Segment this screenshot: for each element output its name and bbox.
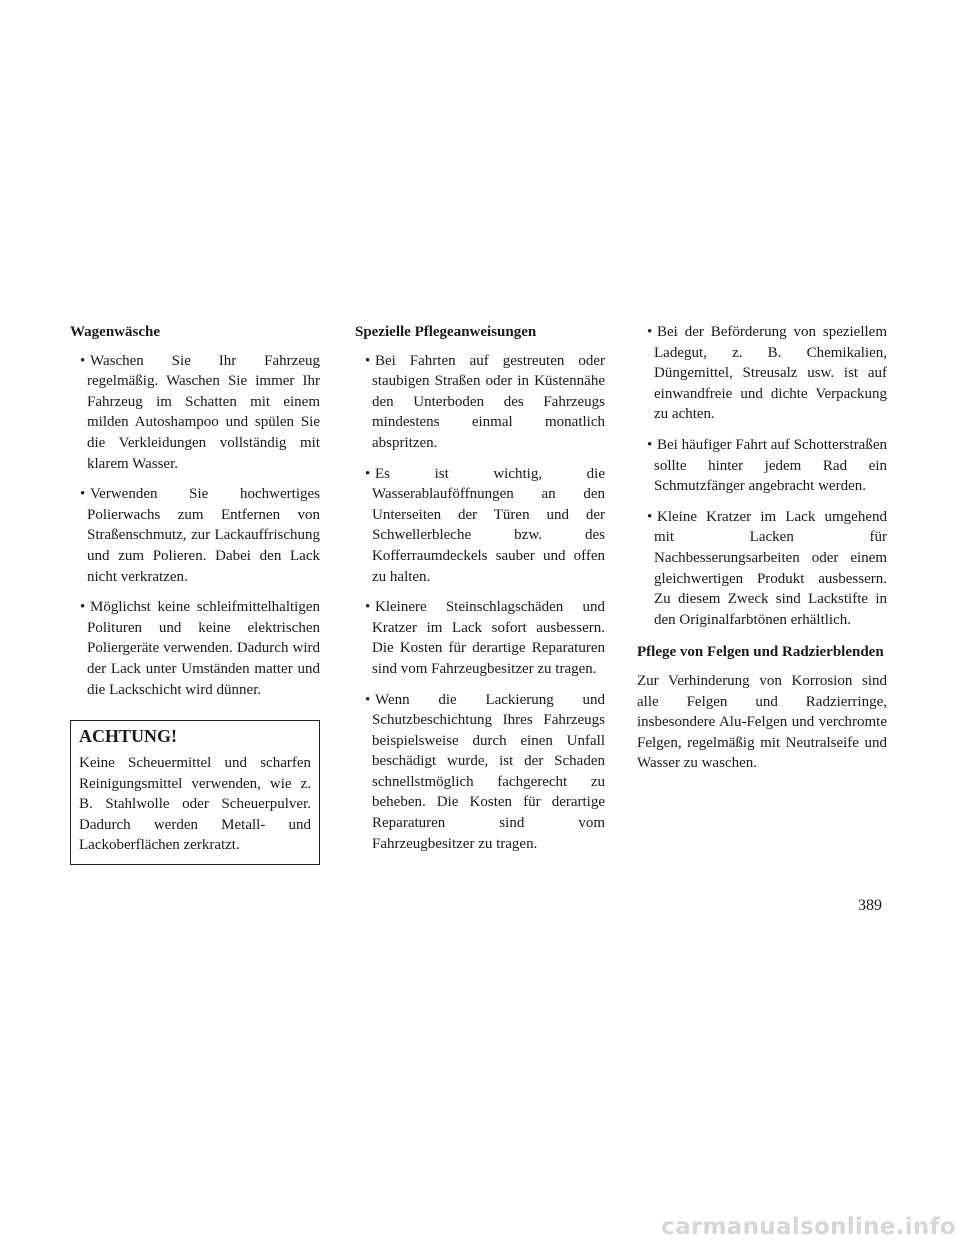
list-item: • Bei der Beförderung von speziellem Ladegut, z. B. Chemikalien, Düngemittel, Streusalz usw. ist auf einwandfreie und dichte Verpackung zu achten. (647, 324, 887, 423)
list-item: • Waschen Sie Ihr Fahrzeug regelmäßig. Waschen Sie immer Ihr Fahrzeug im Schatten mit einem milden Autoshampoo und spülen Sie die Verkleidungen vollständig mit klarem Wasser. (80, 352, 320, 472)
bullet-icon: • (80, 486, 86, 503)
column-left (70, 322, 320, 865)
warning-title: ACHTUNG! (79, 726, 177, 747)
bullet-list-wagenwaesche (70, 351, 320, 701)
list-item: • Es ist wichtig, die Wasserablauföffnungen an den Unterseiten der Türen und der Schwellerbleche bzw. des Kofferraumdeckels sauber und offen zu halten. (365, 465, 605, 585)
bullet-icon: • (647, 324, 653, 340)
list-item: • Kleinere Steinschlagschäden und Kratzer im Lack sofort ausbessern. Die Kosten für derartige Reparaturen sind vom Fahrzeugbesitzer zu tragen. (365, 599, 605, 677)
paragraph-felgen: Zur Verhinderung von Korrosion sind alle Felgen und Radzierringe, insbesondere Alu-Felgen und verchromte Felgen, regelmäßig mit Neutralseife und Wasser zu waschen. (637, 672, 887, 772)
column-right (637, 322, 887, 774)
bullet-icon: • (647, 508, 653, 525)
bullet-list-pflegeanweisungen (355, 351, 605, 855)
list-item: • Kleine Kratzer im Lack umgehend mit Lacken für Nachbesserungsarbeiten oder einem gleichwertigen Produkt ausbessern. Zu diesem Zweck sind Lackstifte in den Originalfarbtönen erhältlich. (647, 508, 887, 628)
section-heading-pflegeanweisungen: Spezielle Pflegeanweisungen (355, 324, 537, 340)
bullet-icon: • (80, 599, 86, 616)
bullet-icon: • (647, 436, 653, 453)
list-item: • Bei häufiger Fahrt auf Schotterstraßen sollte hinter jedem Rad ein Schmutzfänger angebracht werden. (647, 436, 887, 495)
section-heading-wagenwaesche: Wagenwäsche (70, 324, 160, 340)
bullet-list-continued (637, 322, 887, 630)
warning-text: Keine Scheuermittel und scharfen Reinigungsmittel verwenden, wie z. B. Stahlwolle oder Scheuerpulver. Dadurch werden Metall- und Lackoberflächen zerkratzt. (79, 755, 311, 854)
list-item: • Bei Fahrten auf gestreuten oder staubigen Straßen oder in Küstennähe den Unterboden des Fahrzeugs mindestens einmal monatlich abspritzen. (365, 352, 605, 451)
page-number: 389 (858, 897, 882, 914)
bullet-icon: • (365, 691, 371, 708)
bullet-icon: • (365, 599, 371, 616)
list-item: • Möglichst keine schleifmittelhaltigen Polituren und keine elektrischen Poliergeräte verwenden. Dadurch wird der Lack unter Umständen matter und die Lackschicht wird dünner. (80, 599, 320, 698)
list-item: • Wenn die Lackierung und Schutzbeschichtung Ihres Fahrzeugs beispielsweise durch einen Unfall beschädigt wurde, ist der Schaden schnellstmöglich fachgerecht zu beheben. Die Kosten für derartige Reparaturen sind vom Fahrzeugbesitzer zu tragen. (365, 691, 605, 852)
bullet-icon: • (80, 352, 86, 369)
section-heading-felgen: Pflege von Felgen und Radzierblenden (637, 644, 884, 661)
column-middle (355, 322, 605, 864)
bullet-icon: • (365, 465, 371, 482)
list-item: • Verwenden Sie hochwertiges Polierwachs zum Entfernen von Straßenschmutz, zur Lackauffrischung und zum Polieren. Dabei den Lack nicht verkratzen. (80, 486, 320, 585)
warning-box (70, 720, 320, 865)
watermark-logo: carmanualsonline.info (661, 1214, 956, 1240)
bullet-icon: • (365, 352, 371, 369)
